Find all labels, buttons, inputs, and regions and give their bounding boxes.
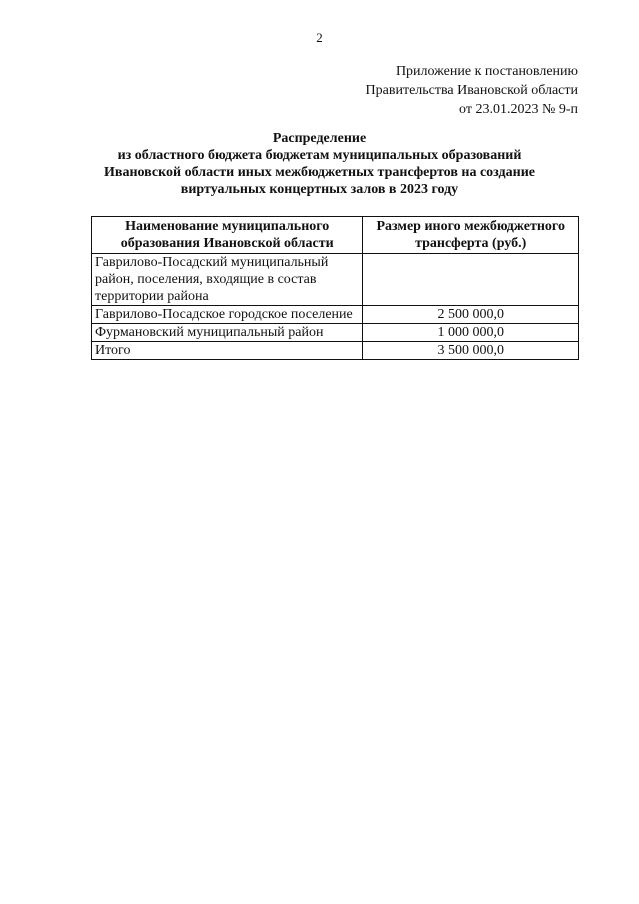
appendix-line-3: от 23.01.2023 № 9-п <box>459 102 578 117</box>
header-municipality: Наименование муниципального образования Ивановской области <box>92 217 363 254</box>
title-line-2: из областного бюджета бюджетам муниципальных образований <box>117 148 522 163</box>
table-header-row <box>92 217 579 254</box>
row-name: Фурмановский муниципальный район <box>92 324 363 342</box>
table-row <box>92 306 579 324</box>
row-name: Гаврилово-Посадский муниципальный район, поселения, входящие в состав территории района <box>92 254 363 306</box>
table-row-total <box>92 342 579 360</box>
title-line-4: виртуальных концертных залов в 2023 году <box>180 182 459 197</box>
page-number: 2 <box>316 30 323 45</box>
row-amount <box>363 254 579 306</box>
table-row <box>92 324 579 342</box>
appendix-header <box>366 62 578 119</box>
total-label: Итого <box>92 342 363 360</box>
appendix-line-1: Приложение к постановлению <box>395 64 578 79</box>
title-line-3: Ивановской области иных межбюджетных трансфертов на создание <box>104 165 535 180</box>
title-line-1: Распределение <box>272 131 367 146</box>
table-row <box>92 254 579 306</box>
row-amount: 2 500 000,0 <box>363 306 579 324</box>
total-amount: 3 500 000,0 <box>363 342 579 360</box>
appendix-line-2: Правительства Ивановской области <box>365 83 578 98</box>
row-amount: 1 000 000,0 <box>363 324 579 342</box>
document-title <box>60 130 579 198</box>
row-name: Гаврилово-Посадское городское поселение <box>92 306 363 324</box>
header-amount: Размер иного межбюджетного трансферта (руб.) <box>363 217 579 254</box>
transfers-table <box>91 216 579 360</box>
